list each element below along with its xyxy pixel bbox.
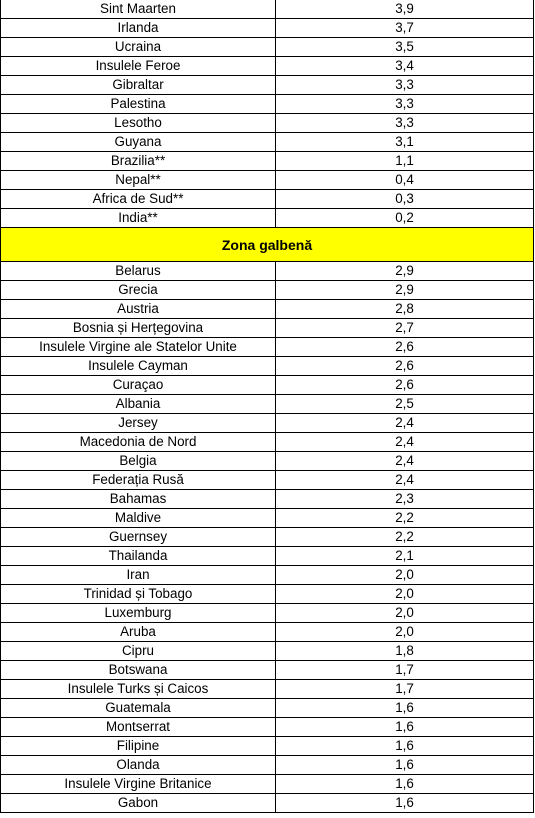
table-row — [1, 699, 534, 718]
table-row — [1, 794, 534, 813]
country-cell: Thailanda — [1, 547, 276, 566]
table-row — [1, 585, 534, 604]
value-cell: 3,3 — [276, 114, 534, 133]
value-cell: 1,6 — [276, 737, 534, 756]
value-cell: 3,3 — [276, 76, 534, 95]
table-row — [1, 452, 534, 471]
country-cell: Austria — [1, 300, 276, 319]
table-row — [1, 76, 534, 95]
value-cell: 2,2 — [276, 528, 534, 547]
country-cell: Cipru — [1, 642, 276, 661]
country-cell: Brazilia** — [1, 152, 276, 171]
table-row — [1, 756, 534, 775]
country-cell: Insulele Turks și Caicos — [1, 680, 276, 699]
table-body — [1, 0, 534, 813]
table-row — [1, 57, 534, 76]
country-cell: India** — [1, 209, 276, 228]
table-row — [1, 114, 534, 133]
table-row — [1, 338, 534, 357]
table-row — [1, 357, 534, 376]
country-cell: Belgia — [1, 452, 276, 471]
country-cell: Bahamas — [1, 490, 276, 509]
country-cell: Grecia — [1, 281, 276, 300]
value-cell: 3,9 — [276, 0, 534, 19]
country-cell: Guernsey — [1, 528, 276, 547]
country-cell: Albania — [1, 395, 276, 414]
value-cell: 2,5 — [276, 395, 534, 414]
value-cell: 2,7 — [276, 319, 534, 338]
value-cell: 1,6 — [276, 794, 534, 813]
value-cell: 2,1 — [276, 547, 534, 566]
value-cell: 2,9 — [276, 262, 534, 281]
table-row — [1, 319, 534, 338]
country-cell: Maldive — [1, 509, 276, 528]
value-cell: 0,4 — [276, 171, 534, 190]
value-cell: 0,3 — [276, 190, 534, 209]
country-cell: Irlanda — [1, 19, 276, 38]
country-cell: Luxemburg — [1, 604, 276, 623]
table-row — [1, 19, 534, 38]
country-cell: Insulele Virgine ale Statelor Unite — [1, 338, 276, 357]
value-cell: 2,4 — [276, 471, 534, 490]
country-cell: Lesotho — [1, 114, 276, 133]
value-cell: 3,4 — [276, 57, 534, 76]
table-row — [1, 509, 534, 528]
country-cell: Gabon — [1, 794, 276, 813]
value-cell: 2,4 — [276, 414, 534, 433]
value-cell: 2,6 — [276, 338, 534, 357]
table-row — [1, 604, 534, 623]
table-row — [1, 95, 534, 114]
value-cell: 2,8 — [276, 300, 534, 319]
table-row — [1, 414, 534, 433]
table-row — [1, 737, 534, 756]
table-row — [1, 190, 534, 209]
value-cell: 0,2 — [276, 209, 534, 228]
country-cell: Filipine — [1, 737, 276, 756]
value-cell: 2,0 — [276, 566, 534, 585]
table-row — [1, 433, 534, 452]
table-row — [1, 661, 534, 680]
table-row — [1, 209, 534, 228]
value-cell: 3,1 — [276, 133, 534, 152]
table-row — [1, 490, 534, 509]
value-cell: 1,8 — [276, 642, 534, 661]
country-cell: Belarus — [1, 262, 276, 281]
value-cell: 1,6 — [276, 699, 534, 718]
country-cell: Insulele Cayman — [1, 357, 276, 376]
country-cell: Nepal** — [1, 171, 276, 190]
table-row — [1, 471, 534, 490]
value-cell: 2,0 — [276, 604, 534, 623]
table-row — [1, 642, 534, 661]
country-cell: Ucraina — [1, 38, 276, 57]
table-row — [1, 547, 534, 566]
table-row — [1, 152, 534, 171]
value-cell: 2,3 — [276, 490, 534, 509]
table-row — [1, 133, 534, 152]
country-cell: Africa de Sud** — [1, 190, 276, 209]
value-cell: 1,7 — [276, 661, 534, 680]
country-cell: Federația Rusă — [1, 471, 276, 490]
table-row — [1, 718, 534, 737]
value-cell: 2,9 — [276, 281, 534, 300]
country-cell: Palestina — [1, 95, 276, 114]
table-row — [1, 775, 534, 794]
table-row — [1, 171, 534, 190]
country-cell: Guatemala — [1, 699, 276, 718]
value-cell: 3,3 — [276, 95, 534, 114]
value-cell: 2,2 — [276, 509, 534, 528]
country-cell: Aruba — [1, 623, 276, 642]
table-row — [1, 38, 534, 57]
country-cell: Insulele Virgine Britanice — [1, 775, 276, 794]
value-cell: 2,4 — [276, 452, 534, 471]
country-cell: Jersey — [1, 414, 276, 433]
table-row — [1, 376, 534, 395]
table-row — [1, 680, 534, 699]
value-cell: 1,7 — [276, 680, 534, 699]
table-row — [1, 395, 534, 414]
value-cell: 1,6 — [276, 756, 534, 775]
country-cell: Gibraltar — [1, 76, 276, 95]
country-cell: Insulele Feroe — [1, 57, 276, 76]
country-cell: Olanda — [1, 756, 276, 775]
value-cell: 2,6 — [276, 357, 534, 376]
table-row — [1, 566, 534, 585]
country-cell: Guyana — [1, 133, 276, 152]
zone-header: Zona galbenă — [1, 228, 534, 262]
country-cell: Bosnia și Herțegovina — [1, 319, 276, 338]
value-cell: 3,7 — [276, 19, 534, 38]
country-cell: Iran — [1, 566, 276, 585]
country-cell: Curaçao — [1, 376, 276, 395]
value-cell: 2,0 — [276, 623, 534, 642]
country-cell: Montserrat — [1, 718, 276, 737]
country-cell: Trinidad și Tobago — [1, 585, 276, 604]
table-row — [1, 528, 534, 547]
country-cell: Macedonia de Nord — [1, 433, 276, 452]
value-cell: 2,0 — [276, 585, 534, 604]
value-cell: 1,1 — [276, 152, 534, 171]
table-row — [1, 0, 534, 19]
table-row — [1, 623, 534, 642]
value-cell: 1,6 — [276, 718, 534, 737]
table-row — [1, 262, 534, 281]
zone-header-row — [1, 228, 534, 262]
country-cell: Botswana — [1, 661, 276, 680]
table-row — [1, 300, 534, 319]
value-cell: 1,6 — [276, 775, 534, 794]
value-cell: 2,6 — [276, 376, 534, 395]
value-cell: 2,4 — [276, 433, 534, 452]
value-cell: 3,5 — [276, 38, 534, 57]
table-row — [1, 281, 534, 300]
country-cell: Sint Maarten — [1, 0, 276, 19]
